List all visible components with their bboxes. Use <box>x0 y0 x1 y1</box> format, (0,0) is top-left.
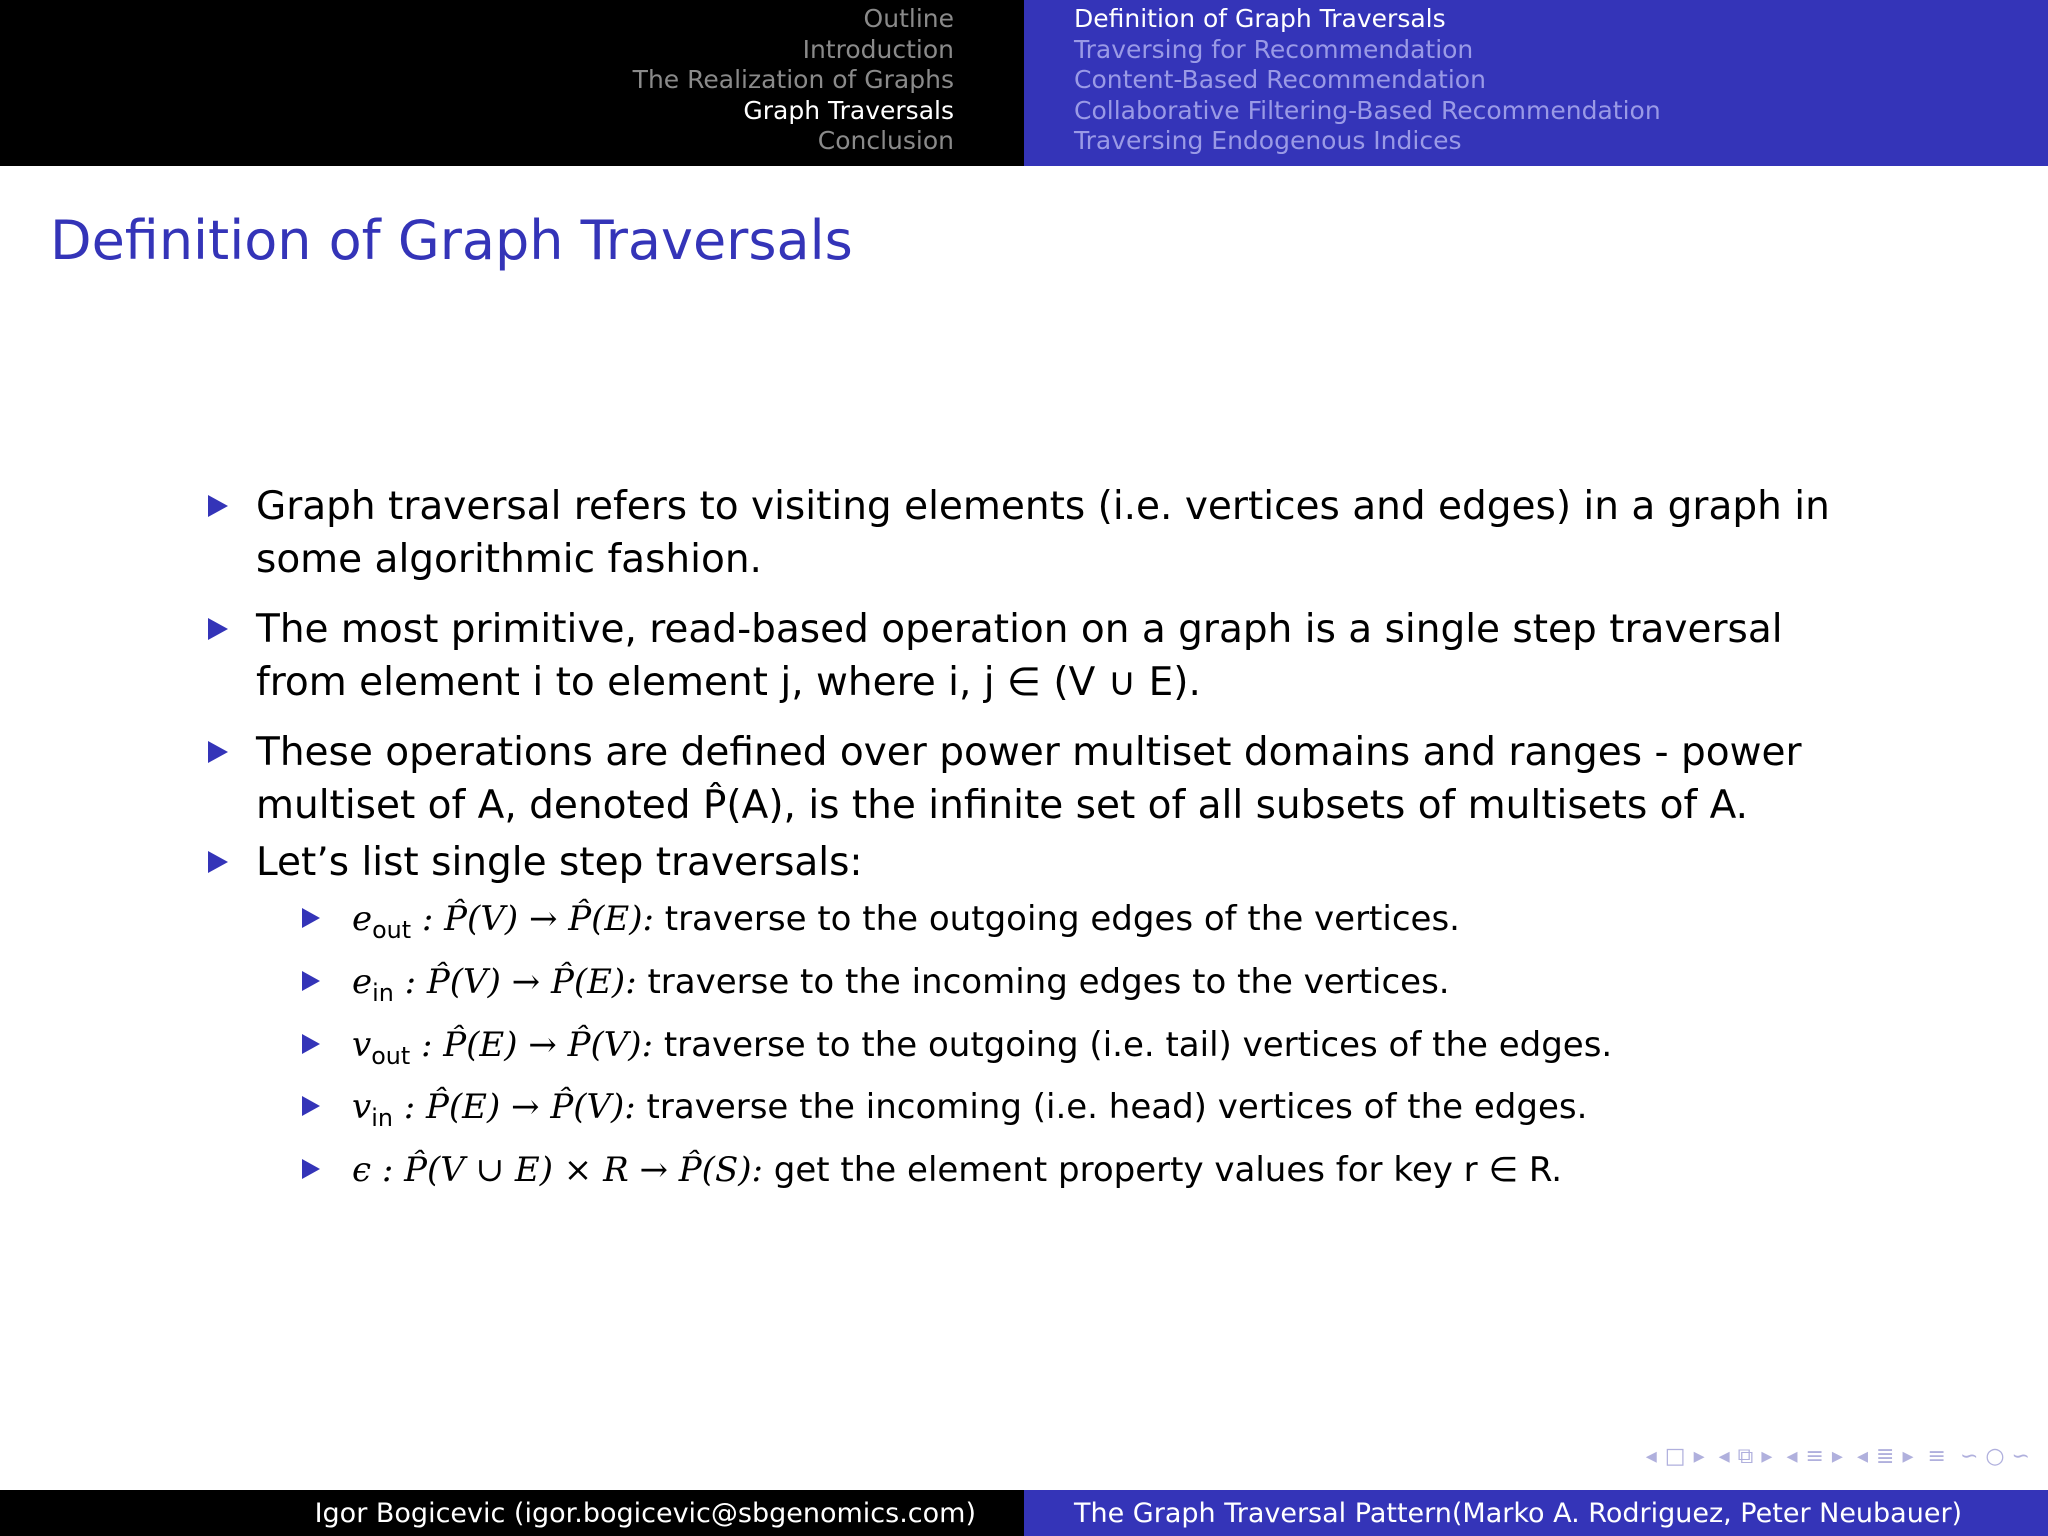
bullet-triangle-icon <box>208 618 228 640</box>
nav-section-realization[interactable]: The Realization of Graphs <box>632 65 954 94</box>
bullet-text: Graph traversal refers to visiting elements (i.e. vertices and edges) in a graph in some algorithmic fashion. <box>256 484 1830 582</box>
traversal-mapping: : P̂(V ∪ E) × R → P̂(S): <box>371 1150 774 1191</box>
subbullet-item <box>0 1081 1852 1144</box>
subframe-next-icon[interactable]: ▸ <box>1761 1444 1773 1469</box>
bullet-triangle-icon <box>208 851 228 873</box>
bullet-item <box>0 603 1876 709</box>
nav-subsection-definition[interactable]: Definition of Graph Traversals <box>1074 4 1446 33</box>
bullet-triangle-icon <box>208 741 228 763</box>
nav-subsection-endogenous[interactable]: Traversing Endogenous Indices <box>1074 126 1462 155</box>
bullet-triangle-icon <box>302 908 320 928</box>
traversal-mapping: : P̂(E) → P̂(V): <box>410 1024 664 1065</box>
traversal-symbol: e <box>352 899 373 939</box>
search-icon[interactable]: ∽ ○ ∽ <box>1959 1444 2030 1469</box>
traversal-mapping: : P̂(V) → P̂(E): <box>411 899 665 939</box>
frame-prev-icon[interactable]: ◂ <box>1645 1444 1657 1469</box>
footer-talk-title: The Graph Traversal Pattern(Marko A. Rodriguez, Peter Neubauer) <box>1024 1490 2048 1536</box>
footer-author: Igor Bogicevic (igor.bogicevic@sbgenomics.com) <box>0 1490 1024 1536</box>
traversal-description: traverse the incoming (i.e. head) vertices of the edges. <box>646 1087 1588 1128</box>
traversal-subscript: out <box>371 1041 411 1070</box>
traversal-symbol: v <box>352 1087 372 1128</box>
subsection-nav <box>1024 0 2048 166</box>
traversal-symbol: v <box>352 1024 372 1065</box>
slide-body <box>0 480 2048 1196</box>
frame-nav <box>1646 1444 1705 1469</box>
bullet-triangle-icon <box>302 1159 320 1179</box>
bullet-item <box>0 480 1876 586</box>
bullet-text: Let’s list single step traversals: <box>256 840 863 885</box>
section-nav <box>0 0 1024 166</box>
footer <box>0 1490 2048 1536</box>
section-prev-icon[interactable]: ◂ <box>1786 1444 1798 1469</box>
subframe-prev-icon[interactable]: ◂ <box>1718 1444 1730 1469</box>
bullet-triangle-icon <box>302 1096 320 1116</box>
traversal-mapping: : P̂(E) → P̂(V): <box>392 1087 647 1128</box>
nav-subsection-collaborative[interactable]: Collaborative Filtering-Based Recommendation <box>1074 95 1661 125</box>
subsection-prev-icon[interactable]: ◂ <box>1856 1444 1869 1469</box>
subsection-next-icon[interactable]: ▸ <box>1902 1444 1914 1469</box>
section-next-icon[interactable]: ▸ <box>1831 1444 1843 1469</box>
traversal-subscript: in <box>372 978 394 1007</box>
document-icon[interactable]: ≡ <box>1927 1444 1946 1469</box>
nav-section-conclusion[interactable]: Conclusion <box>817 126 954 155</box>
subbullet-item <box>0 1144 1852 1196</box>
traversal-symbol: ϵ <box>352 1150 372 1191</box>
bullet-item <box>0 836 1876 889</box>
section-nav-symbols <box>1786 1444 1843 1469</box>
nav-section-outline[interactable]: Outline <box>863 4 954 33</box>
slide-title: Definition of Graph Traversals <box>50 209 853 272</box>
traversal-description: traverse to the outgoing edges of the vertices. <box>664 899 1460 939</box>
subbullet-item <box>0 1019 1852 1082</box>
traversal-subscript: out <box>372 915 412 944</box>
bullet-triangle-icon <box>208 495 228 517</box>
subsection-nav-symbols <box>1857 1444 1914 1469</box>
traversal-description: get the element property values for key r ∈ R. <box>773 1150 1563 1191</box>
bullet-item <box>0 726 1876 832</box>
traversal-mapping: : P̂(V) → P̂(E): <box>393 961 648 1002</box>
nav-section-graph-traversals[interactable]: Graph Traversals <box>743 95 954 125</box>
subbullet-item <box>0 956 1852 1019</box>
traversal-description: traverse to the incoming edges to the vertices. <box>647 961 1450 1002</box>
traversal-symbol: e <box>352 961 373 1002</box>
bullet-text: The most primitive, read-based operation on a graph is a single step traversal from element i to element j, where i, j ∈ (V ∪ E). <box>256 607 1783 705</box>
nav-subsection-recommendation[interactable]: Traversing for Recommendation <box>1074 34 1474 64</box>
bullet-triangle-icon <box>302 1034 320 1054</box>
traversal-subscript: in <box>371 1104 393 1133</box>
traversal-description: traverse to the outgoing (i.e. tail) vertices of the edges. <box>663 1024 1613 1065</box>
header-navigation <box>0 0 2048 166</box>
subframe-icon[interactable]: ⧉ <box>1737 1444 1754 1469</box>
subsection-icon[interactable]: ≣ <box>1876 1444 1895 1469</box>
bullet-text: These operations are defined over power multiset domains and ranges - power multiset of A, denoted P̂(A), is the infinite set of all subsets of multisets of A. <box>256 730 1802 828</box>
subbullet-item <box>0 893 1852 956</box>
nav-subsection-content-based[interactable]: Content-Based Recommendation <box>1074 65 1486 94</box>
bullet-triangle-icon <box>302 971 320 991</box>
frame-next-icon[interactable]: ▸ <box>1693 1444 1705 1469</box>
beamer-navigation-symbols <box>1646 1444 2030 1469</box>
frame-icon[interactable]: □ <box>1664 1444 1686 1469</box>
section-icon[interactable]: ≡ <box>1805 1444 1824 1469</box>
nav-section-introduction[interactable]: Introduction <box>802 34 954 64</box>
subframe-nav <box>1719 1444 1773 1469</box>
